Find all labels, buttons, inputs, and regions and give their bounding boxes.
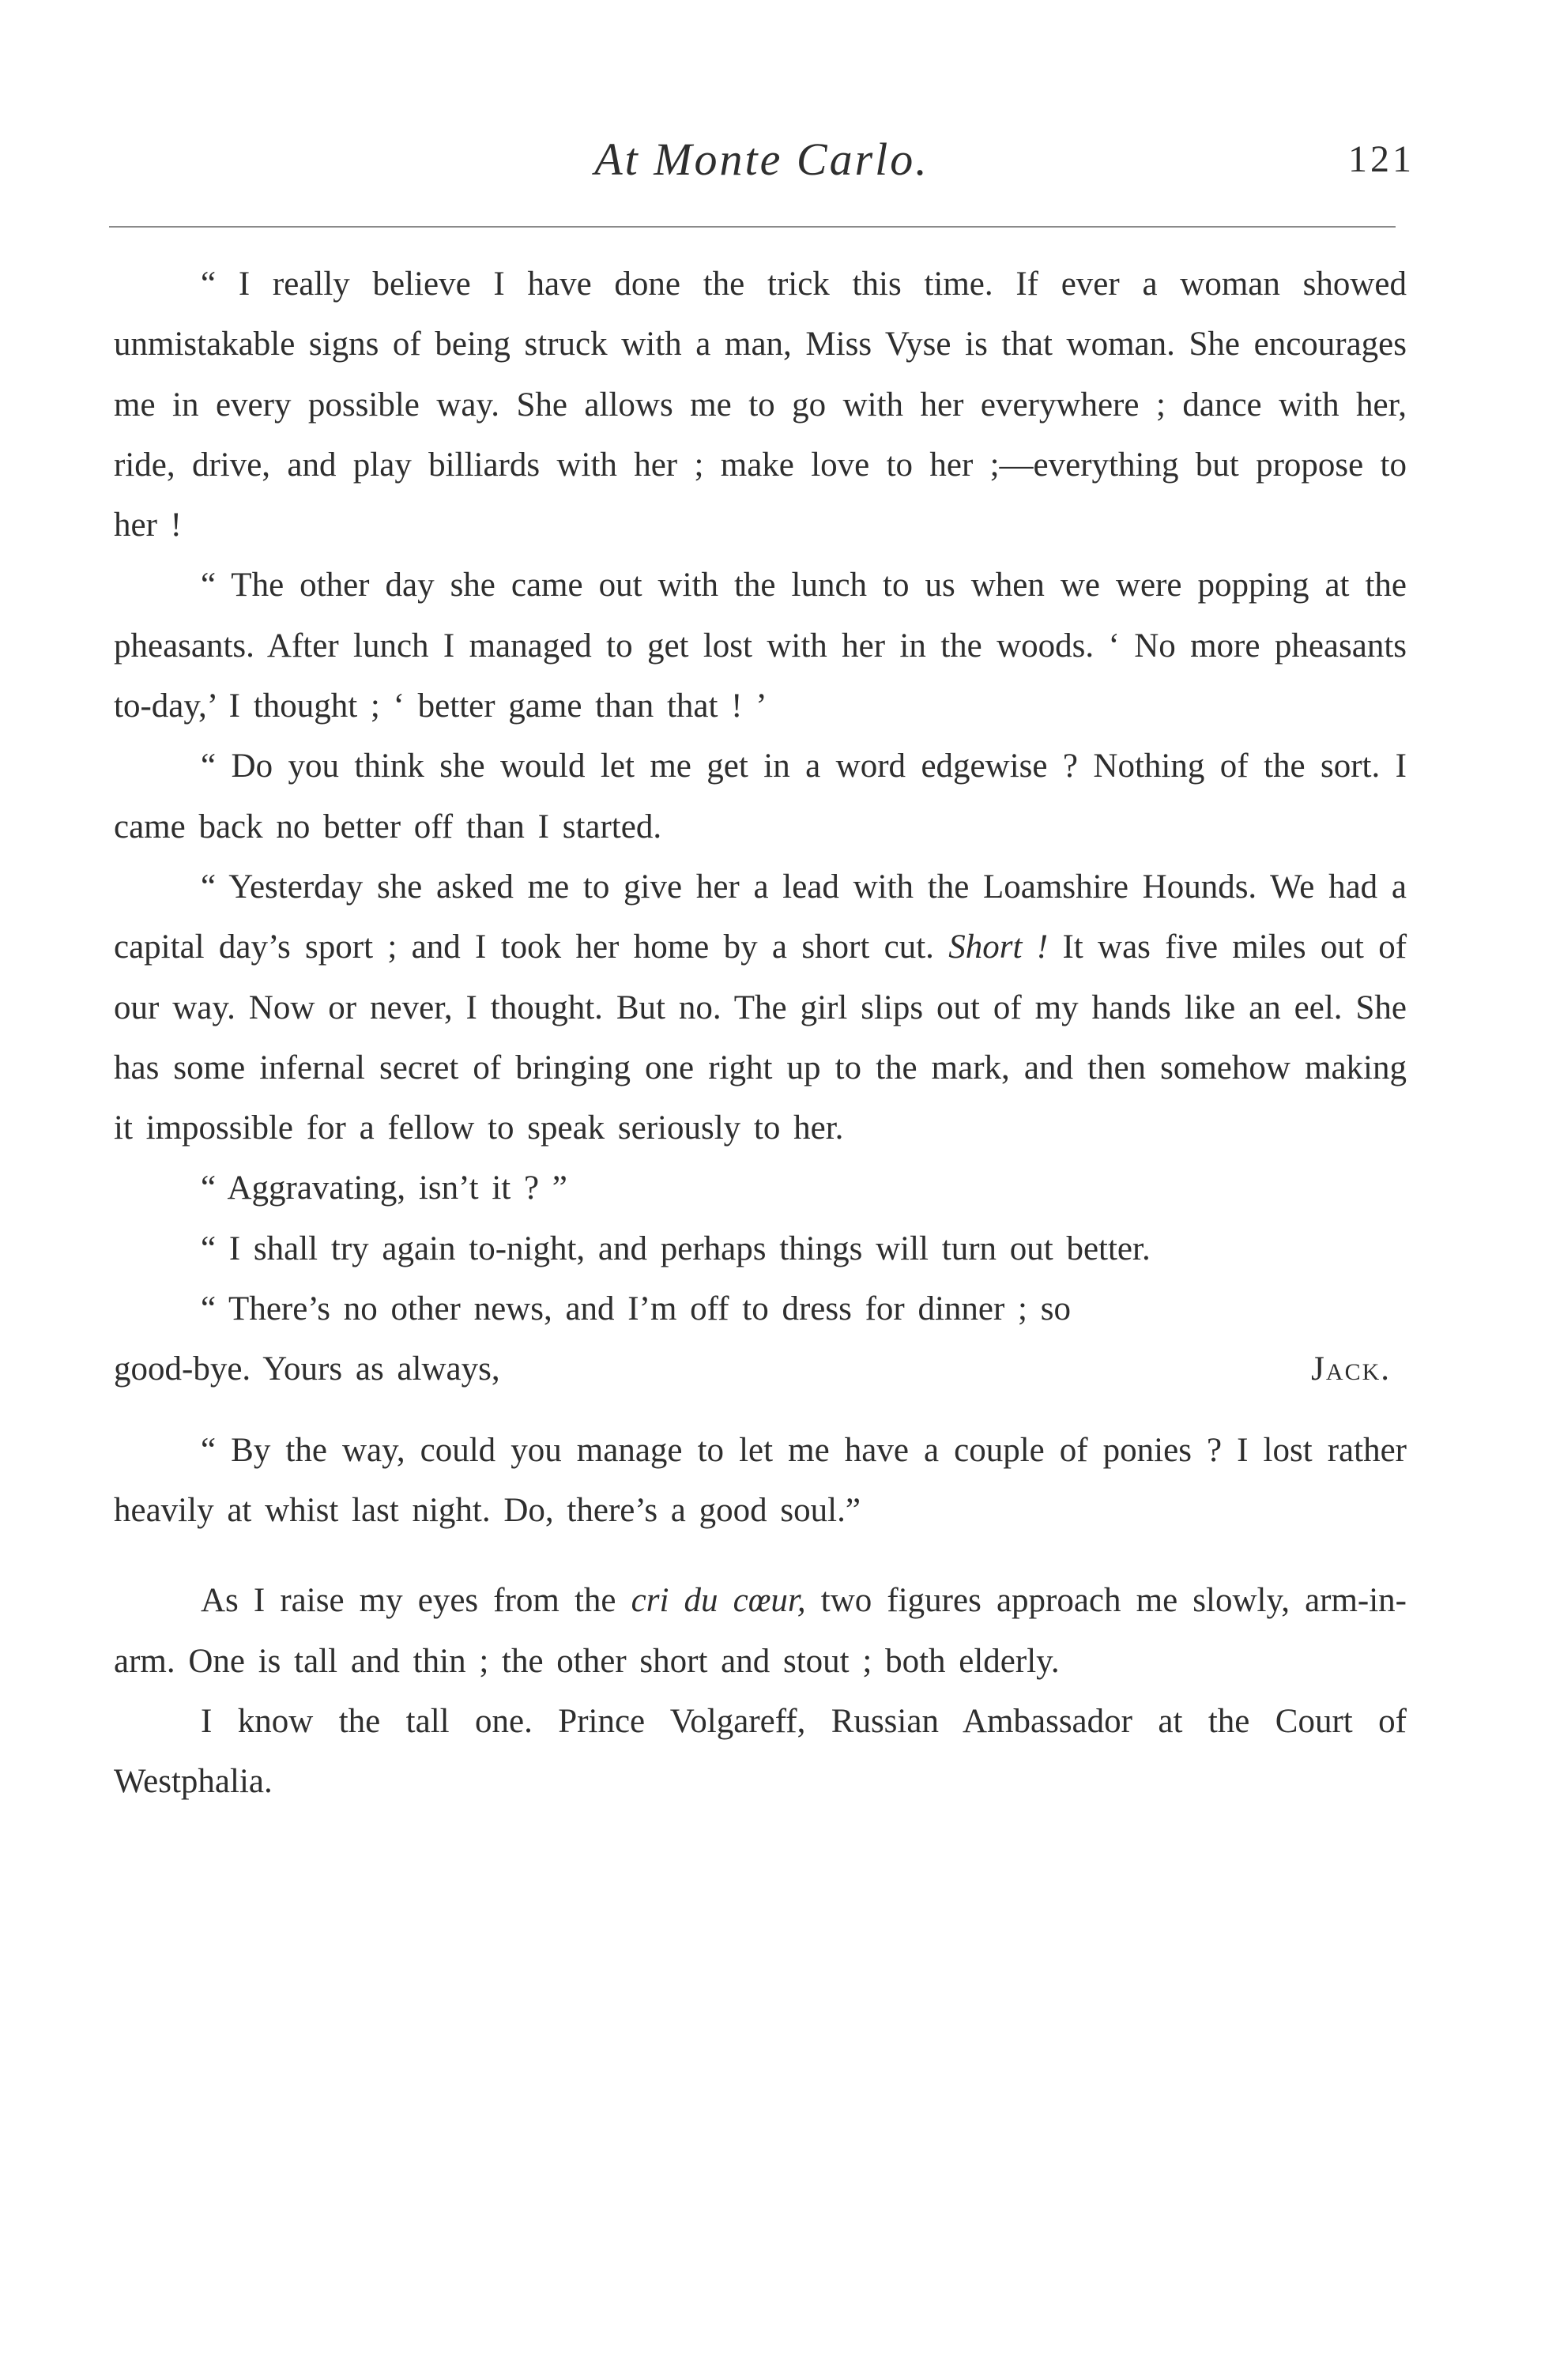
signature: Jack. xyxy=(1311,1350,1391,1388)
header-rule xyxy=(109,226,1396,228)
page-header xyxy=(109,133,1415,196)
signoff-second-line: good-bye. Yours as always, xyxy=(114,1350,500,1388)
paragraph xyxy=(114,857,1407,1158)
paragraph: “ Do you think she would let me get in a word edgewise ? Nothing of the sort. I came back no better off than I started. xyxy=(114,748,1407,845)
italic-emphasis: Short ! xyxy=(948,928,1049,966)
paragraph: “ The other day she came out with the lunch to us when we were popping at the pheasants. After lunch I managed to get lost with her in the woods. ‘ No more pheasants to-day,’ I thought ; ‘ better game than that ! ’ xyxy=(114,567,1407,725)
signoff-paragraph xyxy=(114,1279,1407,1339)
paragraph-text: It was five miles out of our way. Now or never, I thought. But no. The girl slips out of my hands like an eel. She has some infernal secret of bringing one right up to the mark, and then somehow making it impossible for a fellow to speak seriously to her. xyxy=(114,928,1407,1147)
paragraph-text: two figures approach me slowly, arm-in-arm. One is tall and thin ; the other short and stout ; both elderly. xyxy=(114,1582,1407,1680)
paragraph: “ I shall try again to-night, and perhaps things will turn out better. xyxy=(201,1230,1151,1267)
signoff-first-line: “ There’s no other news, and I’m off to dress for dinner ; so xyxy=(201,1290,1071,1328)
postscript-paragraph: “ By the way, could you manage to let me have a couple of ponies ? I lost rather heavily at whist last night. Do, there’s a good soul.” xyxy=(114,1431,1407,1529)
italic-emphasis: cri du cœur, xyxy=(631,1582,806,1620)
running-title: At Monte Carlo. xyxy=(594,134,929,185)
paragraph xyxy=(114,1571,1407,1692)
body-text xyxy=(114,254,1407,1812)
signoff-line xyxy=(114,1339,1407,1399)
paragraph-text: As I raise my eyes from the xyxy=(201,1582,631,1620)
page-number: 121 xyxy=(1348,138,1415,180)
paragraph-text: “ Yesterday she asked me to give her a lead with the Loamshire Hounds. We had a capital day’s sport ; and I took her home by a short cut. xyxy=(114,868,1407,966)
paragraph: “ Aggravating, isn’t it ? ” xyxy=(201,1169,567,1207)
paragraph: I know the tall one. Prince Volgareff, Russian Ambassador at the Court of Westphalia. xyxy=(114,1702,1407,1801)
paragraph: “ I really believe I have done the trick this time. If ever a woman showed unmistakable signs of being struck with a man, Miss Vyse is that woman. She encourages me in every possible way. She allows me to go with her everywhere ; dance with her, ride, drive, and play billiards with her ; make love to her ;—everything but propose to her ! xyxy=(114,265,1407,544)
